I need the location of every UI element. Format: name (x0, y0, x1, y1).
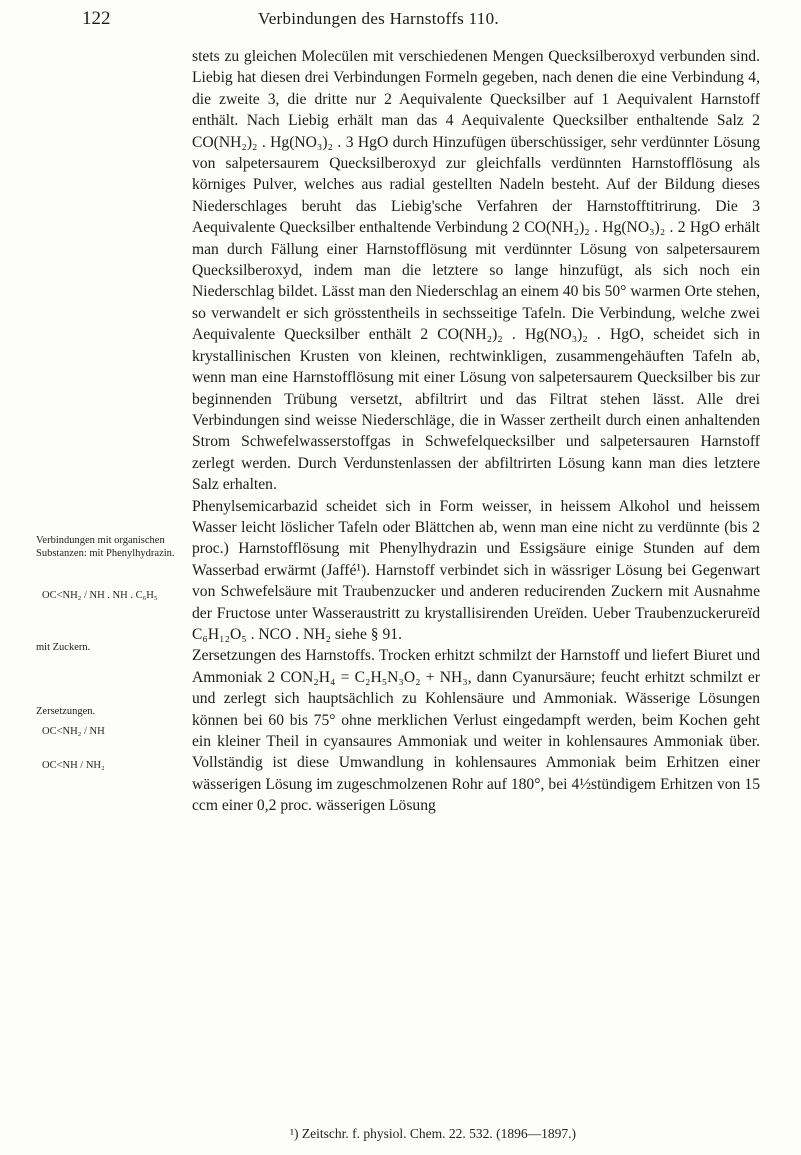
paragraph-3: Zersetzungen des Harnstoffs. Trocken erhitzt schmilzt der Harnstoff und liefert Biuret und Ammoniak 2 CON₂H₄ = C₂H₅N₃O₂ + NH₃, dann Cyanursäure; feucht erhitzt schmilzt er und zerlegt sich hauptsächlich zu Kohlensäure und Ammoniak. Wässerige Lösungen können bei 60 bis 75° ohne merklichen Verlust eingedampft werden, beim Kochen geht ein kleiner Theil in cyansaures Ammoniak und weiter in kohlensaures Ammoniak über. Vollständig ist diese Umwandlung in kohlensaures Ammoniak beim Erhitzen einer wässerigen Lösung im zugeschmolzenen Rohr auf 180°, bei 4½stündigem Erhitzen von 15 ccm einer 0,2 proc. wässerigen Lösung (192, 647, 760, 815)
margin-formula-biuret-2: OC<NH / NH₂ (42, 760, 105, 771)
running-title: Verbindungen des Harnstoffs 110. (258, 9, 499, 28)
margin-note-organic: Verbindungen mit organischen Substanzen: mit Phenylhydrazin. (36, 535, 175, 559)
margin-formula-phenylsemicarbazid: OC<NH₂ / NH . NH . C₆H₅ (42, 590, 158, 601)
page-header (0, 8, 801, 32)
margin-formula-biuret-1: OC<NH₂ / NH (42, 726, 105, 737)
margin-note-sugar: mit Zuckern. (36, 642, 91, 653)
paragraph-1: stets zu gleichen Molecülen mit verschiedenen Mengen Quecksilberoxyd verbunden sind. Liebig hat diesen drei Verbindungen Formeln gegeben, nach denen die eine Verbindung 4, die zweite 3, die dritte nur 2 Aequivalente Quecksilber auf 1 Aequivalent Harnstoff enthält. Nach Liebig erhält man das 4 Aequivalente Quecksilber enthaltende Salz 2 CO(NH₂)₂ . Hg(NO₃)₂ . 3 HgO durch Hinzufügen überschüssiger, sehr verdünnter Lösung von salpetersaurem Quecksilberoxyd zur gleichfalls verdünnten Harnstofflösung als körniges Pulver, welches aus radial gestellten Nadeln besteht. Auf der Bildung dieses Niederschlages beruht das Liebig'sche Verfahren der Harnstofftitrirung. Die 3 Aequivalente Quecksilber enthaltende Verbindung 2 CO(NH₂)₂ . Hg(NO₃)₂ . 2 HgO erhält man durch Fällung einer Harnstofflösung mit verdünnter Lösung von salpetersaurem Quecksilberoxyd, indem man die letztere so lange hinzufügt, als sich noch ein Niederschlag bildet. Lässt man den Niederschlag an einem 40 bis 50° warmen Orte stehen, so verwandelt er sich grösstentheils in sechsseitige Tafeln. Die Verbindung, welche zwei Aequivalente Quecksilber enthält 2 CO(NH₂)₂ . Hg(NO₃)₂ . HgO, scheidet sich in krystallinischen Krusten von kleinen, rechtwinkligen, zusammengehäuften Tafeln ab, wenn man eine Harnstofflösung mit einer Lösung von salpetersaurem Quecksilber bis zur beginnenden Trübung versetzt, abfiltrirt und das Filtrat stehen lässt. Alle drei Verbindungen sind weisse Niederschläge, die in Wasser zertheilt durch einen anhaltenden Strom Schwefelwasserstoffgas in Schwefelquecksilber und salpetersauren Harnstoff zerlegt werden. Durch Verdunstenlassen der abfiltrirten Lösung kann man dies letztere Salz erhalten. (192, 48, 760, 494)
paragraph-2: Phenylsemicarbazid scheidet sich in Form weisser, in heissem Alkohol und heissem Wasser leicht löslicher Tafeln oder Blättchen ab, wenn man eine nicht zu verdünnte (bis 2 proc.) Harnstofflösung mit Phenylhydrazin und Essigsäure einige Stunden auf dem Wasserbad erwärmt (Jaffé¹). Harnstoff verbindet sich in wässriger Lösung bei Gegenwart von Schwefelsäure mit Traubenzucker und anderen reducirenden Zuckern mit Ausnahme der Fructose unter Wasseraustritt zu krystallisirenden Ureïden. Ueber Traubenzuckerureïd C₆H₁₂O₅ . NCO . NH₂ siehe § 91. (192, 497, 760, 643)
margin-note-decomposition: Zersetzungen. (36, 706, 96, 717)
page-number: 122 (82, 8, 111, 29)
main-text (192, 46, 760, 817)
footnote: ¹) Zeitschr. f. physiol. Chem. 22. 532. (1896—1897.) (290, 1126, 577, 1141)
